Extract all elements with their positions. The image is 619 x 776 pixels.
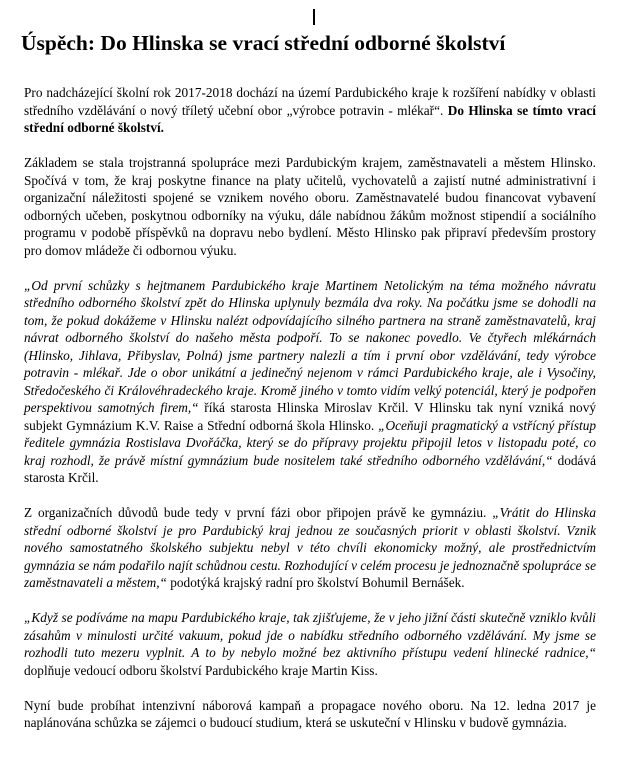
councillor-intro: Z organizačních důvodů bude tedy v první fázi obor připojen právě ke gymnáziu. <box>24 505 493 520</box>
paragraph-head-quote <box>24 609 596 679</box>
paragraph-councillor-quote <box>24 504 596 592</box>
mayor-attribution-2: dodává starosta Krčil. <box>24 452 596 485</box>
councillor-attribution: podotýká krajský radní pro školství Bohumil Bernášek. <box>166 575 465 590</box>
mayor-quote-1: „Od první schůzky s hejtmanem Pardubického kraje Martinem Netolickým na téma možného návratu středního odborného školství zpět do Hlinska uplynuly bezmála dva roky. Na počátku jsme se dohodli na tom, že pokud dokážeme v Hlinsku nalézt odpovídajícího silného partnera na straně zaměstnavatelů, kraj návrat odborného školství do našeho města podpoří. To se nakonec povedlo. Ve čtyřech mlékárnách (Hlinsko, Jihlava, Přibyslav, Polná) jsme partnery nalezli a tím i první obor vzdělávání, tedy výrobce potravin - mlékař. Jde o obor unikátní a jedinečný nejenom v rámci Pardubického kraje, ale i Vysočiny, Středočeského či Královéhradeckého kraje. Kromě jiného v tomto vidím velký potenciál, který je podpořen perspektivou samotných firem,“ <box>24 277 596 415</box>
mayor-attribution: říká starosta Hlinska Miroslav Krčil. V Hlinsku tak nyní vzniká nový subjekt Gymnázium K.V. Raise a Střední odborná škola Hlinsko. <box>24 400 596 433</box>
paragraph-mayor-quote <box>24 277 596 487</box>
paragraph-cooperation <box>24 154 596 259</box>
article-title: Úspěch: Do Hlinska se vrací střední odborné školství <box>21 31 506 55</box>
mayor-quote-2: „Oceňuji pragmatický a vstřícný přístup ředitele gymnázia Rostislava Dvořáčka, který se do přípravy projektu připojil letos v listopadu poté, co kraj rozhodl, že právě místní gymnázium bude nositelem také středního odborného vzdělávání,“ <box>24 417 596 468</box>
article-body <box>24 84 596 749</box>
paragraph-intro-text: Pro nadcházející školní rok 2017-2018 dochází na území Pardubického kraje k rozšíření nabídky v oblasti středního vzdělávání o nový tříletý učební obor „výrobce potravin - mlékař“. <box>24 85 596 118</box>
head-quote: „Když se podíváme na mapu Pardubického kraje, tak zjišťujeme, že v jeho jižní části skutečně vzniklo kvůli zásahům v minulosti určité vakuum, pokud jde o nabídku středního odborného vzdělávání. My jsme se rozhodli tuto mezeru vyplnit. A to by nebylo možné bez aktivního přístupu vedení hlinecké radnice,“ <box>24 610 596 660</box>
head-attribution: doplňuje vedoucí odboru školství Pardubického kraje Martin Kiss. <box>24 662 378 678</box>
councillor-quote: „Vrátit do Hlinska střední odborné školství je pro Pardubický kraj jednou ze současných priorit v oblasti školství. Vznik nového samostatného školského subjektu nebyl v této chvíli ekonomicky možný, ale prostřednictvím gymnázia se nám podařilo najít schůdnou cestu. Rozhodující v celém procesu je jednoznačně spolupráce se zaměstnavateli a městem,“ <box>24 505 597 590</box>
paragraph-cooperation-text: Základem se stala trojstranná spolupráce mezi Pardubickým krajem, zaměstnavateli a městem Hlinsko. Spočívá v tom, že kraj poskytne finance na platy učitelů, vychovatelů a zajistí nutné administrativní i organizační náležitosti spojené se vznikem nového oboru. Zaměstnavatelé budou financovat vybavení odborných učeben, poskytnou odborníky na výuku, dále nabídnou žákům možnost stipendií a sociálního programu v podobě příspěvků na dopravu nebo bydlení. Město Hlinsko pak připraví především prostory pro domov mládeže či odbornou výuku. <box>24 155 596 258</box>
paragraph-campaign <box>24 697 596 732</box>
paragraph-campaign-text: Nyní bude probíhat intenzivní náborová kampaň a propagace nového oboru. Na 12. ledna 2017 je naplánována schůzka se zájemci o budoucí studium, která se uskuteční v Hlinsku v budově gymnázia. <box>24 697 596 730</box>
text-cursor <box>313 9 315 25</box>
paragraph-intro <box>24 84 596 137</box>
paragraph-intro-bold: Do Hlinska se tímto vrací střední odborné školství. <box>24 102 596 135</box>
